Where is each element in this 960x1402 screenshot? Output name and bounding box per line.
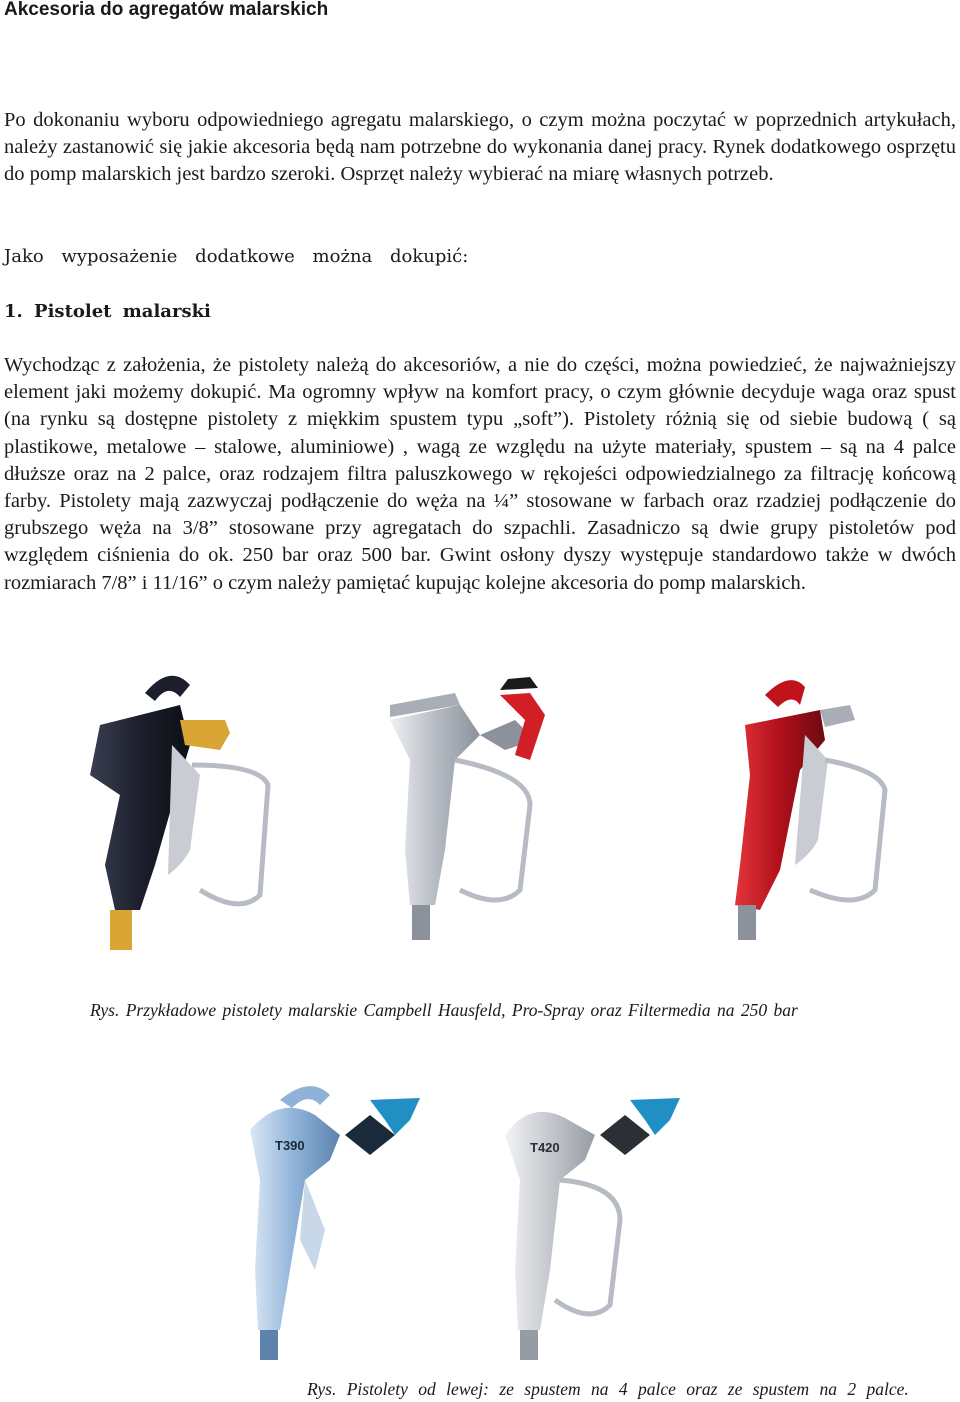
figure-2-caption: Rys. Pistolety od lewej: ze spustem na 4 palce oraz ze spustem na 2 palce. bbox=[307, 1379, 909, 1399]
intro-paragraph: Po dokonaniu wyboru odpowiedniego agregatu malarskiego, o czym można poczytać w poprzednich artykułach, należy zastanowić się jakie akcesoria będą nam potrzebne do wykonania danej pracy. Rynek dodatkowego osprzętu do pomp malarskich jest bardzo szeroki. Osprzęt należy wybierać na miarę własnych potrzeb. bbox=[4, 109, 956, 186]
silver-spray-gun-t420-image bbox=[505, 1098, 680, 1360]
section-heading: 1. Pistolet malarski bbox=[4, 301, 211, 322]
black-spray-gun-image bbox=[90, 676, 268, 950]
extras-intro: Jako wyposażenie dodatkowe można dokupić: bbox=[4, 246, 469, 267]
figure-spray-guns-2 bbox=[220, 1080, 740, 1370]
t390-label: T390 bbox=[275, 1138, 305, 1153]
silver-spray-gun-image bbox=[390, 677, 545, 940]
figure-1-caption: Rys. Przykładowe pistolety malarskie Campbell Hausfeld, Pro-Spray oraz Filtermedia na 250 bar bbox=[90, 1000, 798, 1020]
blue-spray-gun-t390-image bbox=[250, 1086, 420, 1360]
figure-spray-guns-1 bbox=[60, 665, 960, 965]
red-spray-gun-image bbox=[735, 680, 885, 940]
t420-label: T420 bbox=[530, 1140, 560, 1155]
page-title: Akcesoria do agregatów malarskich bbox=[4, 0, 329, 20]
section-body: Wychodząc z założenia, że pistolety należą do akcesoriów, a nie do części, można powiedzieć, że najważniejszy element jaki możemy dokupić. Ma ogromny wpływ na komfort pracy, o czym głównie decyduje waga oraz spust (na rynku są dostępne pistolety z miękkim spustem typu „soft”). Pistolety różnią się od siebie budową ( są plastikowe, metalowe – stalowe, aluminiowe) , wagą ze względu na użyte materiały, spustem – są na 4 palce dłuższe oraz na 2 palce, oraz rodzajem filtra paluszkowego w rękojeści odpowiedzialnego za filtrację końcową farby. Pistolety mają zazwyczaj podłączenie do węża na ¼” stosowane w farbach oraz rzadziej podłączenie do grubszego węża na 3/8” stosowane przy agregatach do szpachli. Zasadniczo są dwie grupy pistoletów pod względem ciśnienia do ok. 250 bar oraz 500 bar. Gwint osłony dyszy występuje standardowo także w dwóch rozmiarach 7/8” i 11/16” o czym należy pamiętać kupując kolejne akcesoria do pomp malarskich. bbox=[4, 354, 956, 594]
